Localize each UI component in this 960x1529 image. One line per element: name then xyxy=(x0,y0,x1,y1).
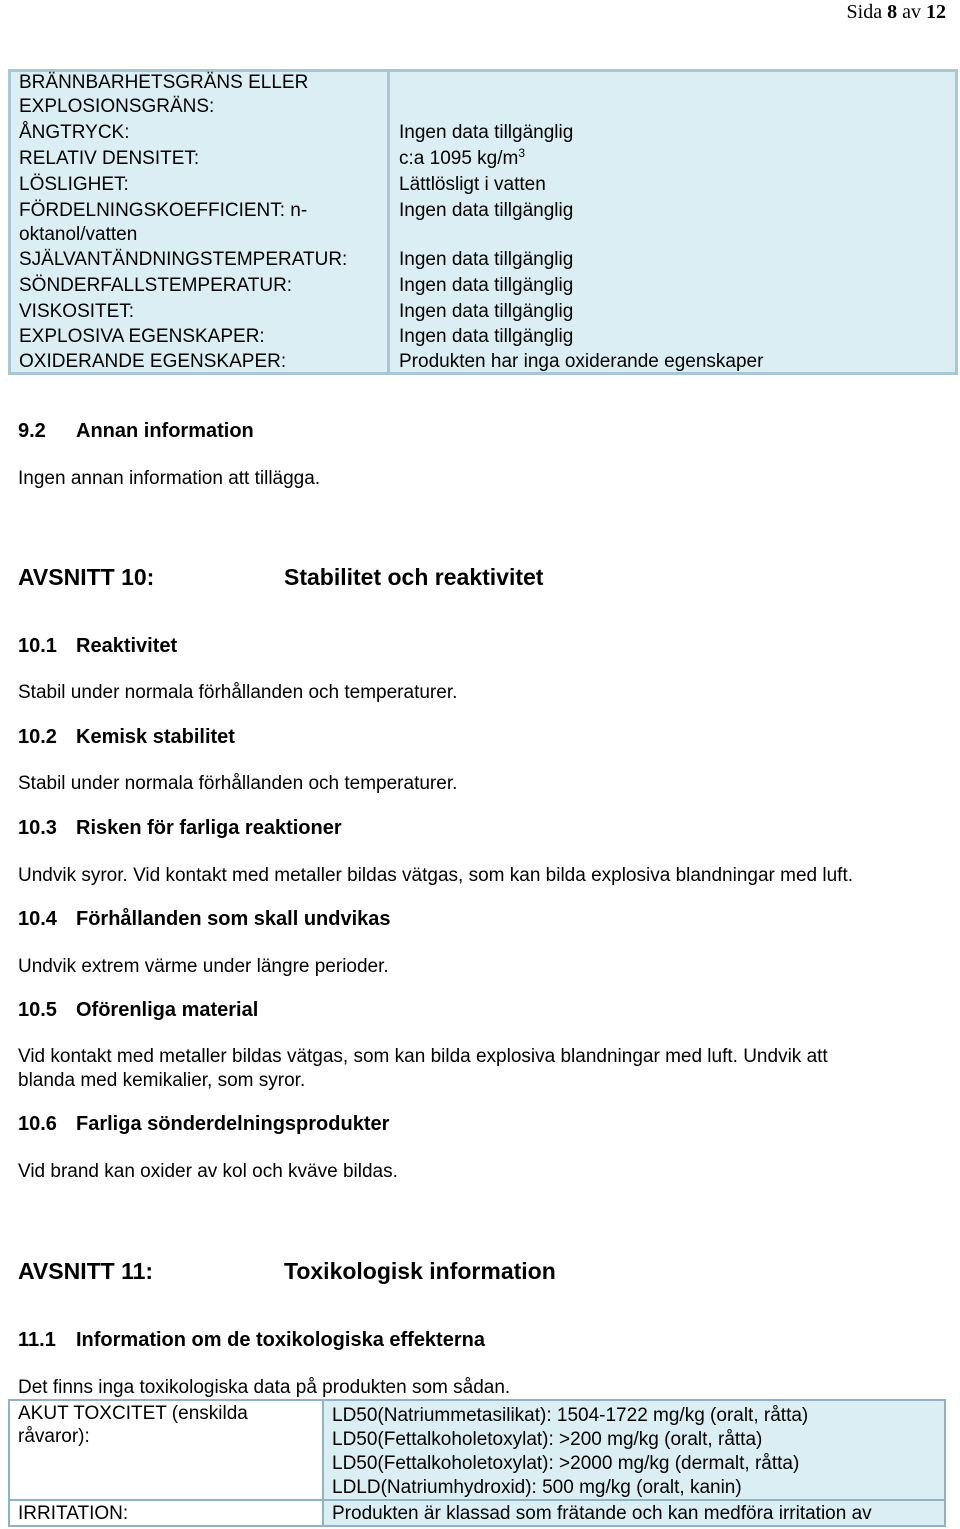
property-label: oktanol/vatten xyxy=(19,224,138,245)
properties-table xyxy=(8,69,958,375)
subsection-title: Information om de toxikologiska effekterna xyxy=(76,1329,485,1351)
property-value: Produkten har inga oxiderande egenskaper xyxy=(399,351,764,372)
property-label: ÅNGTRYCK: xyxy=(19,122,130,143)
page-number xyxy=(847,1,946,24)
acute-toxicity-value: LDLD(Natriumhydroxid): 500 mg/kg (oralt, kanin) xyxy=(332,1477,742,1498)
subsection-number: 10.2 xyxy=(18,726,57,748)
property-label: RELATIV DENSITET: xyxy=(19,148,200,169)
toxicology-table xyxy=(8,1399,946,1527)
subsection-title: Farliga sönderdelningsprodukter xyxy=(76,1113,390,1135)
subsection-heading xyxy=(18,726,235,749)
property-label: OXIDERANDE EGENSKAPER: xyxy=(19,351,287,372)
paragraph: Undvik syror. Vid kontakt med metaller bildas vätgas, som kan bilda explosiva blandningar med luft. xyxy=(18,865,854,886)
paragraph: Vid brand kan oxider av kol och kväve bildas. xyxy=(18,1161,398,1182)
table-divider xyxy=(387,72,390,372)
subsection-number: 10.4 xyxy=(18,908,57,930)
acute-toxicity-label: AKUT TOXCITET (enskilda xyxy=(18,1403,248,1424)
paragraph: Vid kontakt med metaller bildas vätgas, som kan bilda explosiva blandningar med luft. Undvik att xyxy=(18,1046,828,1067)
section-label: AVSNITT 11: xyxy=(18,1258,154,1284)
subsection-heading xyxy=(18,420,254,443)
irritation-value: Produkten är klassad som frätande och kan medföra irritation av xyxy=(332,1503,872,1524)
subsection-title: Kemisk stabilitet xyxy=(76,726,235,748)
paragraph: Stabil under normala förhållanden och temperaturer. xyxy=(18,773,458,794)
property-label: VISKOSITET: xyxy=(19,301,135,322)
density-value: c:a 1095 kg/m xyxy=(399,148,519,169)
paragraph: Ingen annan information att tillägga. xyxy=(18,468,321,489)
subsection-number: 10.5 xyxy=(18,999,57,1021)
page-total: 12 xyxy=(926,1,946,23)
property-label: FÖRDELNINGSKOEFFICIENT: n- xyxy=(19,200,308,221)
property-value: Ingen data tillgänglig xyxy=(399,122,574,143)
acute-toxicity-value: LD50(Natriummetasilikat): 1504-1722 mg/kg (oralt, råtta) xyxy=(332,1405,809,1426)
property-label: SÖNDERFALLSTEMPERATUR: xyxy=(19,275,293,296)
subsection-title: Annan information xyxy=(76,420,254,442)
subsection-title: Förhållanden som skall undvikas xyxy=(76,908,391,930)
property-value: Ingen data tillgänglig xyxy=(399,249,574,270)
property-value: Ingen data tillgänglig xyxy=(399,275,574,296)
property-value: Lättlösligt i vatten xyxy=(399,174,546,195)
irritation-label: IRRITATION: xyxy=(18,1503,129,1524)
subsection-number: 9.2 xyxy=(18,420,46,442)
subsection-number: 11.1 xyxy=(18,1329,56,1351)
density-exponent: 3 xyxy=(518,146,526,160)
page-separator: av xyxy=(902,1,921,23)
subsection-heading xyxy=(18,1113,390,1136)
property-label: EXPLOSIVA EGENSKAPER: xyxy=(19,326,265,347)
property-value: Ingen data tillgänglig xyxy=(399,301,574,322)
subsection-number: 10.6 xyxy=(18,1113,57,1135)
section-title: Toxikologisk information xyxy=(284,1258,556,1284)
property-value-density xyxy=(399,148,525,171)
paragraph: Stabil under normala förhållanden och temperaturer. xyxy=(18,682,458,703)
acute-toxicity-label: råvaror): xyxy=(18,1426,90,1447)
subsection-heading xyxy=(18,817,342,840)
property-value: Ingen data tillgänglig xyxy=(399,326,574,347)
subsection-number: 10.1 xyxy=(18,635,57,657)
acute-toxicity-value: LD50(Fettalkoholetoxylat): >200 mg/kg (oralt, råtta) xyxy=(332,1429,763,1450)
acute-toxicity-value: LD50(Fettalkoholetoxylat): >2000 mg/kg (dermalt, råtta) xyxy=(332,1453,800,1474)
section-label: AVSNITT 10: xyxy=(18,564,155,590)
paragraph: Undvik extrem värme under längre perioder. xyxy=(18,956,389,977)
property-label: LÖSLIGHET: xyxy=(19,174,129,195)
property-label: BRÄNNBARHETSGRÄNS ELLER xyxy=(19,72,309,93)
subsection-heading xyxy=(18,635,178,658)
page-current: 8 xyxy=(887,1,898,23)
section-title: Stabilitet och reaktivitet xyxy=(284,564,544,590)
property-label: SJÄLVANTÄNDNINGSTEMPERATUR: xyxy=(19,249,348,270)
property-value: Ingen data tillgänglig xyxy=(399,200,574,221)
property-label: EXPLOSIONSGRÄNS: xyxy=(19,96,215,117)
paragraph: Det finns inga toxikologiska data på produkten som sådan. xyxy=(18,1377,511,1398)
subsection-title: Oförenliga material xyxy=(76,999,259,1021)
subsection-heading xyxy=(18,908,391,931)
subsection-title: Risken för farliga reaktioner xyxy=(76,817,342,839)
subsection-number: 10.3 xyxy=(18,817,57,839)
page-prefix: Sida xyxy=(846,1,883,23)
subsection-title: Reaktivitet xyxy=(76,635,178,657)
subsection-heading xyxy=(18,999,259,1022)
paragraph: blanda med kemikalier, som syror. xyxy=(18,1070,306,1091)
subsection-heading xyxy=(18,1329,485,1352)
